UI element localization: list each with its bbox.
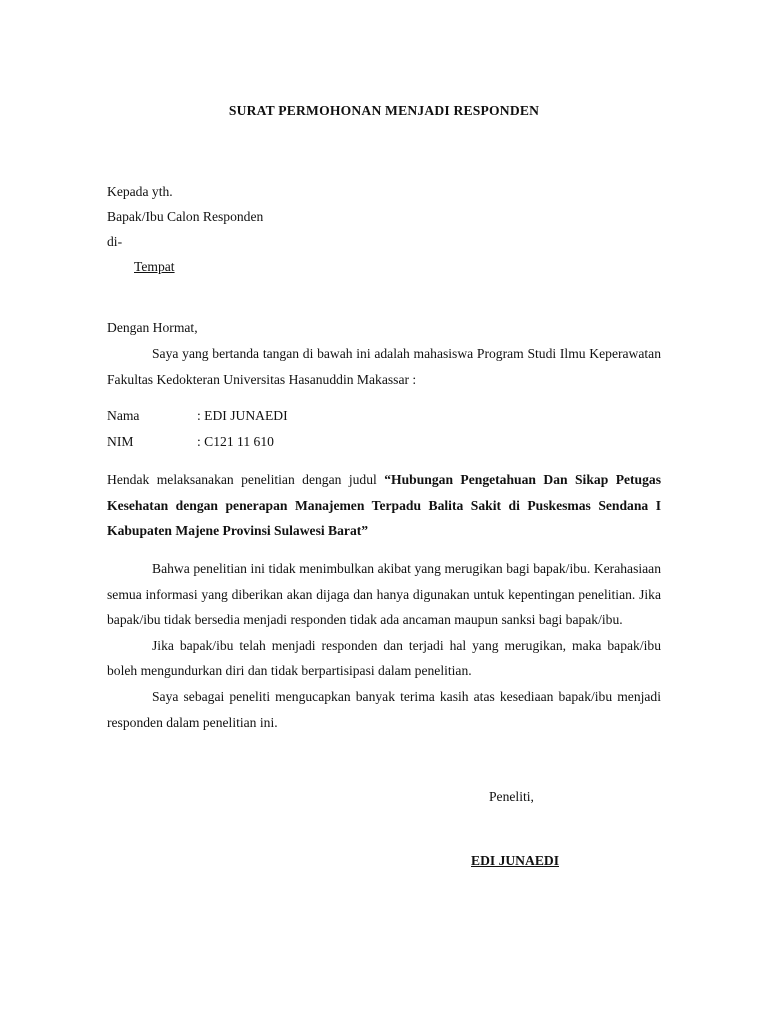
- research-title: “Hubungan Pengetahuan Dan Sikap Petugas Kesehatan dengan penerapan Manajemen Terpadu Balita Sakit di Puskesmas Sendana I Kabupaten Majene Provinsi Sulawesi Barat”: [107, 472, 661, 539]
- address-line-addressee: Bapak/Ibu Calon Responden: [107, 209, 264, 224]
- body-paragraph-3: Saya sebagai peneliti mengucapkan banyak terima kasih atas kesediaan bapak/ibu menjadi responden dalam penelitian ini.: [107, 688, 661, 730]
- signature-name: EDI JUNAEDI: [471, 853, 559, 868]
- name-value: : EDI JUNAEDI: [197, 408, 288, 423]
- address-line-place: Tempat: [134, 259, 175, 274]
- signature-label: Peneliti,: [489, 789, 534, 804]
- research-text: [107, 467, 661, 544]
- research-prefix: Hendak melaksanakan penelitian dengan judul: [107, 472, 385, 487]
- body-paragraph-1: Bahwa penelitian ini tidak menimbulkan akibat yang merugikan bagi bapak/ibu. Kerahasiaan semua informasi yang diberikan akan dijaga dan hanya digunakan untuk kepentingan penelitian. Jika bapak/ibu tidak bersedia menjadi responden tidak ada ancaman maupun sanksi bagi bapak/ibu.: [107, 561, 661, 628]
- research-paragraph: [107, 467, 661, 544]
- name-label: Nama: [107, 408, 140, 423]
- intro-text: Saya yang bertanda tangan di bawah ini adalah mahasiswa Program Studi Ilmu Keperawatan Fakultas Kedokteran Universitas Hasanuddin Makassar :: [107, 346, 661, 387]
- address-line-recipient: Kepada yth.: [107, 184, 173, 199]
- body-paragraph-2: Jika bapak/ibu telah menjadi responden dan terjadi hal yang merugikan, maka bapak/ibu boleh mengundurkan diri dan tidak berpartisipasi dalam penelitian.: [107, 637, 661, 679]
- greeting: Dengan Hormat,: [107, 320, 198, 335]
- document-title: SURAT PERMOHONAN MENJADI RESPONDEN: [228, 103, 540, 118]
- intro-paragraph: [107, 341, 661, 392]
- nim-label: NIM: [107, 434, 134, 449]
- address-line-di: di-: [107, 234, 123, 249]
- nim-value: : C121 11 610: [197, 434, 274, 449]
- body-paragraphs: [107, 556, 661, 735]
